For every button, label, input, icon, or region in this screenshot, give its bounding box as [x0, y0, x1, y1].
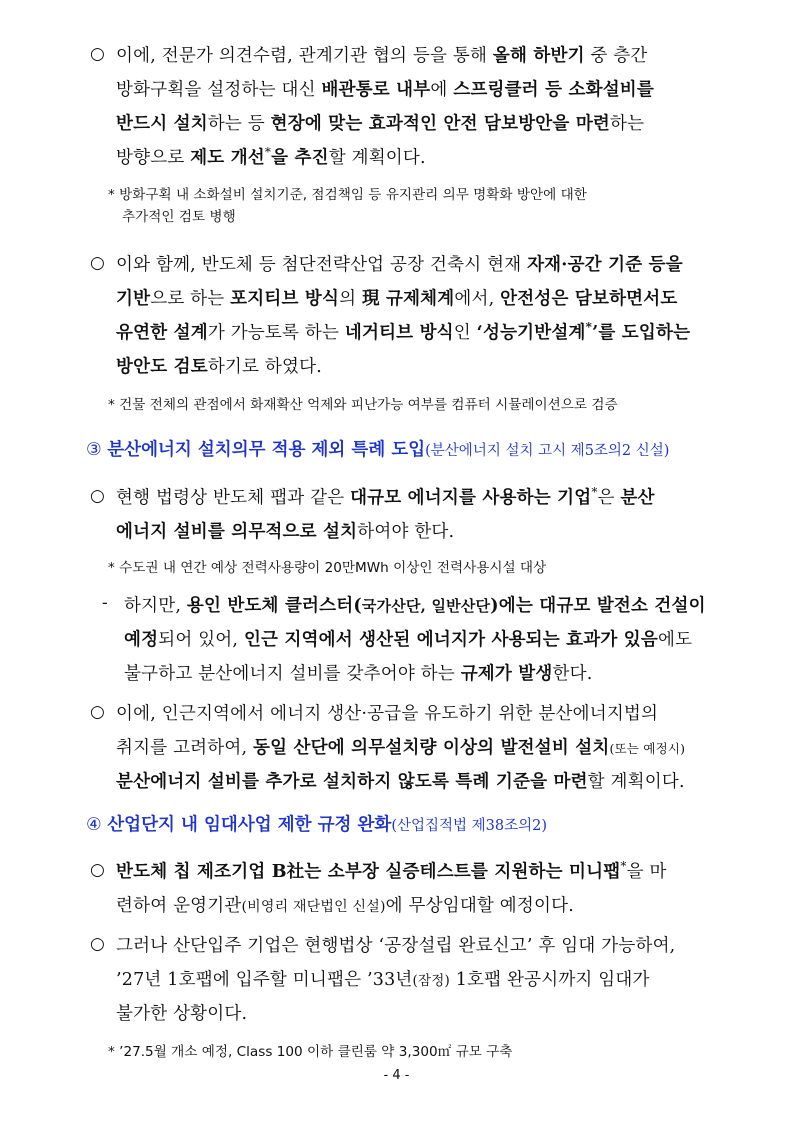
- paragraph-line: [116, 110, 644, 135]
- section-reference: (분산에너지 설치 고시 제5조의2 신설): [425, 443, 670, 459]
- emphasis-text: ‘성능기반설계: [476, 323, 586, 343]
- emphasis-text: 올해 하반기: [492, 46, 585, 66]
- emphasis-text: 방안도 검토: [116, 357, 208, 377]
- text-run: 하기로 하였다.: [207, 357, 322, 377]
- text-run: 취지를 고려하여,: [116, 738, 254, 758]
- paragraph-line: [116, 858, 667, 883]
- emphasis-text: 분산에너지 설비를 추가로 설치하지 않도록 특례 기준을 마련: [116, 772, 588, 792]
- text-run: 불구하고 분산에너지 설비를 갖추어야 하는: [124, 664, 461, 684]
- footnote: * 수도권 내 연간 예상 전력사용량이 20만MWh 이상인 전력사용시설 대상: [108, 560, 547, 576]
- text-run: 가 가능토록 하는: [207, 323, 345, 343]
- bullet-circle: ○: [90, 253, 105, 273]
- emphasis-text: 배관통로 내부: [321, 80, 431, 100]
- emphasis-text: 안전성은 담보하면서도: [500, 289, 678, 309]
- emphasis-text: 분산: [620, 488, 655, 508]
- bullet-circle: ○: [90, 486, 105, 506]
- text-run: 하여야 한다.: [357, 522, 455, 542]
- paragraph-line: [116, 76, 654, 101]
- paragraph-line: [124, 660, 593, 685]
- emphasis-text: 제도 개선: [190, 148, 265, 168]
- paragraph-line: [116, 966, 650, 991]
- section-heading: [86, 436, 669, 461]
- emphasis-text: 예정: [124, 630, 159, 650]
- emphasis-text: 을 추진: [271, 148, 329, 168]
- bullet-circle: ○: [90, 860, 105, 880]
- text-run: 인: [453, 323, 477, 343]
- footnote: * 방화구획 내 소화설비 설치기준, 점검책임 등 유지관리 의무 명확화 방안에 대한: [108, 187, 587, 203]
- text-run: 1호팹 완공시까지 임대가: [449, 970, 650, 990]
- text-run: 할 계획이다.: [328, 148, 426, 168]
- text-run: ’27년 1호팹에 입주할 미니팹은 ’33년: [116, 970, 413, 990]
- emphasis-text: 스프링클러 등 소화설비를: [453, 80, 655, 100]
- text-run: 하는: [610, 114, 645, 134]
- section-title: 산업단지 내 임대사업 제한 규정 완화: [107, 815, 392, 835]
- emphasis-text: 동일 산단에 의무설치량 이상의 발전설비 설치: [253, 738, 610, 758]
- emphasis-text: 유연한 설계: [116, 323, 208, 343]
- emphasis-text: 포지티브 방식: [230, 289, 340, 309]
- section-reference: (산업집적법 제38조의2): [391, 818, 547, 834]
- emphasis-text: 용인 반도체 클러스터(: [186, 596, 362, 616]
- paragraph-line: [124, 626, 692, 651]
- text-run: 하지만,: [124, 596, 187, 616]
- section-number: ③: [86, 440, 102, 460]
- paragraph-line: [116, 42, 648, 67]
- text-run: 이에, 전문가 의견수렴, 관계기관 협의 등을 통해: [116, 46, 493, 66]
- emphasis-text: ’를 도입하는: [592, 323, 691, 343]
- section-number: ④: [86, 815, 102, 835]
- emphasis-text: 기반: [116, 289, 151, 309]
- footnote-marker: *: [620, 859, 627, 874]
- footnote: * ’27.5월 개소 예정, Class 100 이하 클린룸 약 3,300㎡ 규모 구축: [108, 1044, 513, 1060]
- text-run: 은: [597, 488, 621, 508]
- emphasis-text: 現 규제체계: [361, 289, 455, 309]
- text-run-small: (비영리 재단법인 신설): [241, 899, 386, 915]
- section-heading: [86, 811, 547, 836]
- emphasis-text: 반도체 칩 제조기업 B社는 소부장 실증테스트를 지원하는 미니팹: [116, 862, 621, 882]
- text-run: 하는 등: [207, 114, 271, 134]
- text-run-small: (또는 예정시): [609, 741, 686, 756]
- text-run: 의: [339, 289, 362, 309]
- paragraph-line: 그러나 산단입주 기업은 현행법상 ‘공장설립 완료신고’ 후 임대 가능하여,: [116, 936, 676, 956]
- text-run: 에서,: [454, 289, 501, 309]
- section-title: 분산에너지 설치의무 적용 제외 특례 도입: [107, 440, 426, 460]
- bullet-circle: ○: [90, 44, 105, 64]
- text-run: 으로 하는: [150, 289, 231, 309]
- text-run: 에: [430, 80, 454, 100]
- footnote-marker: *: [585, 320, 593, 335]
- bullet-circle: ○: [90, 934, 105, 954]
- emphasis-text: 현장에 맞는 효과적인 안전 담보방안을 마련: [270, 114, 611, 134]
- text-run: 에 무상임대할 예정이다.: [385, 896, 574, 916]
- text-run: 한다.: [552, 664, 593, 684]
- footnote-marker: *: [264, 145, 272, 160]
- paragraph-line: [116, 768, 685, 793]
- paragraph-line: [116, 285, 678, 310]
- emphasis-text: 규제가 발생: [460, 664, 553, 684]
- paragraph-line: [116, 353, 322, 378]
- text-run: 이와 함께, 반도체 등 첨단전략산업 공장 건축시 현재: [116, 255, 528, 275]
- emphasis-text-small: 국가산단, 일반산단: [361, 597, 491, 615]
- emphasis-text: 네거티브 방식: [344, 323, 454, 343]
- footnote-marker: *: [591, 485, 598, 500]
- text-run: 련하여 운영기관: [116, 896, 242, 916]
- footnote-continuation: 추가적인 검토 병행: [122, 209, 236, 225]
- text-run: 현행 법령상 반도체 팹과 같은: [116, 488, 351, 508]
- paragraph-line: [116, 251, 683, 276]
- footnote: * 건물 전체의 관점에서 화재확산 억제와 피난가능 여부를 컴퓨터 시뮬레이션으로 검증: [108, 397, 618, 413]
- emphasis-text: 대규모 에너지를 사용하는 기업: [350, 488, 592, 508]
- dash-marker: -: [102, 593, 108, 613]
- paragraph-line: [116, 484, 655, 509]
- emphasis-text: 에너지 설비를 의무적으로 설치: [116, 522, 358, 542]
- paragraph-line: [116, 518, 454, 543]
- paragraph-line: [116, 144, 426, 169]
- page-number: - 4 -: [383, 1068, 410, 1083]
- emphasis-text: 인근 지역에서 생산된 에너지가 사용되는 효과가 있음: [243, 630, 659, 650]
- text-run-small: (잠정): [412, 973, 450, 989]
- paragraph-line: [116, 734, 685, 759]
- text-run: 할 계획이다.: [587, 772, 685, 792]
- text-run: 되어 있어,: [158, 630, 244, 650]
- paragraph-line: 이에, 인근지역에서 에너지 생산·공급을 유도하기 위한 분산에너지법의: [116, 704, 659, 724]
- bullet-circle: ○: [90, 702, 105, 722]
- text-run: 에도: [658, 630, 693, 650]
- paragraph-line: [116, 892, 574, 917]
- text-run: 을 마: [626, 862, 667, 882]
- emphasis-text: 반드시 설치: [116, 114, 208, 134]
- emphasis-text: )에는 대규모 발전소 건설이: [490, 596, 706, 616]
- text-run: 방화구획을 설정하는 대신: [116, 80, 322, 100]
- emphasis-text: 자재·공간 기준 등을: [527, 255, 683, 275]
- text-run: 중 층간: [584, 46, 648, 66]
- paragraph-line: [124, 592, 706, 617]
- paragraph-line: 불가한 상황이다.: [116, 1004, 248, 1024]
- paragraph-line: [116, 319, 690, 344]
- text-run: 방향으로: [116, 148, 191, 168]
